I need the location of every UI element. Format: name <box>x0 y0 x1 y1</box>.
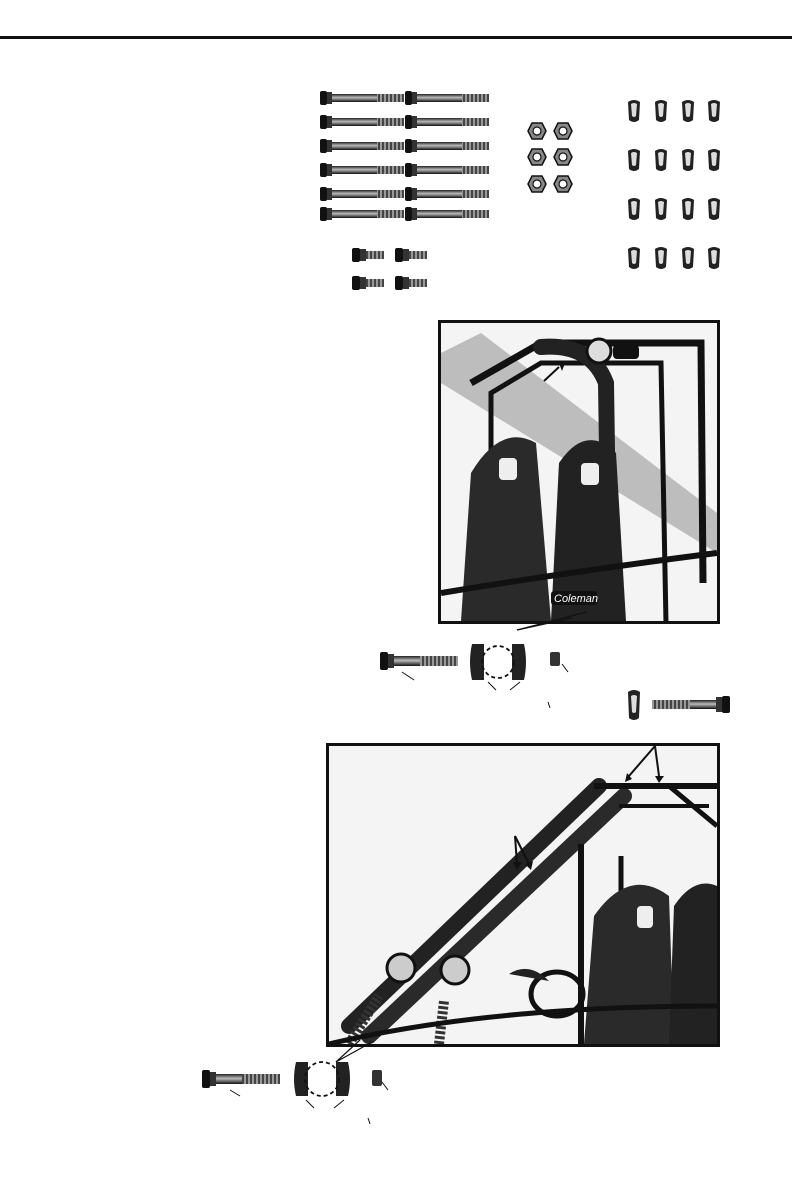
header-rule <box>0 36 792 39</box>
clamps-group <box>628 100 720 269</box>
bolt-part-lower <box>202 1070 280 1088</box>
clamp-part <box>470 644 526 680</box>
brand-label: Coleman <box>554 593 599 605</box>
exploded-view-upper <box>372 600 752 730</box>
nut-part-lower <box>372 1070 382 1086</box>
exploded-view-lower <box>196 1030 436 1140</box>
photo-rear-rollbar <box>438 320 720 624</box>
clamp-part-lower <box>294 1062 350 1096</box>
long-bolts-group <box>320 91 489 221</box>
short-bolts-group <box>352 248 427 290</box>
hardware-kit-illustration <box>320 86 730 296</box>
nut-part <box>550 652 560 666</box>
nuts-group <box>528 123 572 192</box>
photo-front-pillars <box>326 743 720 1047</box>
bolt-part <box>380 652 458 670</box>
clamp-bolt-right <box>628 690 730 720</box>
